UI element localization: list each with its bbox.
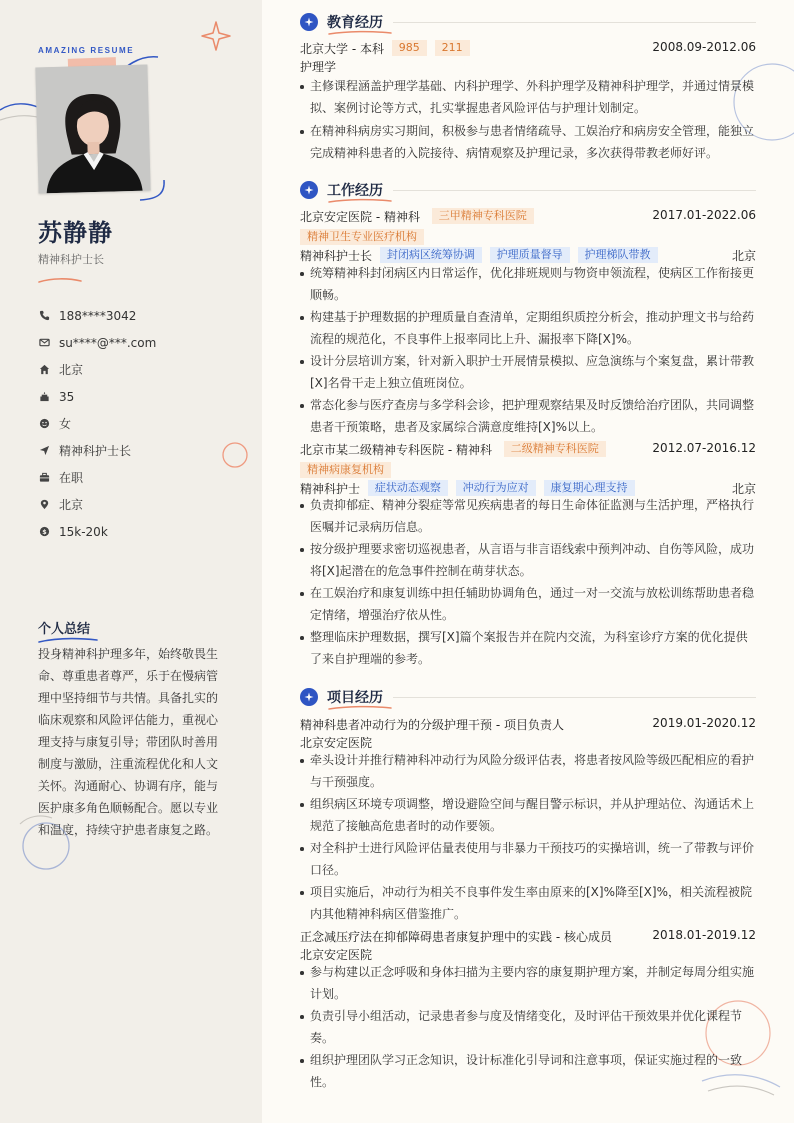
list-item: 在精神科病房实习期间，积极参与患者情绪疏导、工娱治疗和病房安全管理，能独立完成精神科患者的入院接待、病情观察及护理记录，多次获得带教老师好评。: [300, 121, 756, 164]
info-text: 精神科护士长: [59, 444, 132, 458]
job-org: 北京安定医院 - 精神科: [300, 210, 420, 224]
info-text: su****@***.com: [59, 335, 157, 350]
job-date: 2017.01-2022.06: [652, 208, 756, 222]
avatar: [35, 65, 150, 194]
location-pin-icon: [38, 499, 50, 511]
project-bullets: [300, 750, 756, 925]
send-icon: [38, 445, 50, 457]
info-text: 北京: [59, 498, 84, 512]
phone-icon: [38, 310, 50, 322]
info-text: 北京: [59, 363, 84, 377]
section-underline: [328, 705, 392, 711]
svg-text:$: $: [41, 527, 47, 536]
contact-info-list: [38, 302, 156, 545]
job-bullets: [300, 495, 756, 670]
list-item: 整理临床护理数据，撰写[X]篇个案报告并在院内交流，为科室诊疗方案的优化提供了来自护理端的参考。: [300, 627, 756, 670]
project-name: 正念减压疗法在抑郁障碍患者康复护理中的实践 - 核心成员: [300, 930, 612, 944]
project-bullets: [300, 962, 756, 1093]
section-rule: [393, 22, 756, 23]
project-date: 2018.01-2019.12: [652, 928, 756, 942]
skill-tag: 康复期心理支持: [544, 480, 635, 496]
decor-star-icon: [200, 20, 232, 52]
info-text: 188****3042: [59, 308, 137, 323]
list-item: 负责抑郁症、精神分裂症等常见疾病患者的每日生命体征监测与生活护理，严格执行医嘱并记录病历信息。: [300, 495, 756, 538]
list-item: 组织护理团队学习正念知识，设计标准化引导词和注意事项，保证实施过程的一致性。: [300, 1050, 756, 1093]
info-text: 15k-20k: [59, 524, 108, 539]
org-tag: 三甲精神专科医院: [432, 208, 534, 224]
education-header-row: [300, 40, 756, 58]
section-title: 项目经历: [327, 690, 383, 706]
list-item: 负责引导小组活动，记录患者参与度及情绪变化，及时评估干预效果并优化课程节奏。: [300, 1006, 756, 1049]
education-school: 北京大学 - 本科: [300, 42, 384, 56]
section-header-education: [300, 12, 756, 32]
job-header-row: [300, 208, 756, 226]
info-status: [38, 464, 156, 491]
info-text: 35: [59, 389, 75, 404]
list-item: 常态化参与医疗查房与多学科会诊，把护理观察结果及时反馈给治疗团队，共同调整患者干预策略，患者及家属综合满意度维持[X]%以上。: [300, 395, 756, 438]
education-date: 2008.09-2012.06: [652, 40, 756, 54]
home-icon: [38, 364, 50, 376]
section-underline: [328, 30, 392, 36]
job-city: 北京: [731, 482, 756, 496]
education-tag: 985: [392, 40, 427, 56]
skill-tag: 护理质量督导: [490, 247, 570, 263]
project-header-row: [300, 716, 756, 734]
info-location: [38, 491, 156, 518]
list-item: 在工娱治疗和康复训练中担任辅助协调角色，通过一对一交流与放松训练帮助患者稳定情绪，增强治疗依从性。: [300, 583, 756, 626]
list-item: 设计分层培训方案，针对新入职护士开展情景模拟、应急演练与个案复盘，累计带教[X]名骨干走上独立值班岗位。: [300, 351, 756, 394]
info-phone: [38, 302, 156, 329]
tagline: AMAZING RESUME: [38, 46, 135, 55]
summary-text: 投身精神科护理多年，始终敬畏生命、尊重患者尊严，乐于在慢病管理中坚持细节与共情。具备扎实的临床观察和风险评估能力，重视心理支持与康复引导；带团队时善用制度与激励，注重流程优化和人文关怀。沟通耐心、协调有序，能与医护康多角色顺畅配合。愿以专业和温度，持续守护患者康复之路。: [38, 647, 219, 837]
decor-circle-icon: [220, 440, 250, 470]
project-header-row: [300, 928, 756, 946]
section-title: 工作经历: [327, 183, 383, 199]
job-bullets: [300, 263, 756, 438]
job-org-tag-row: [300, 462, 756, 480]
portrait-icon: [35, 65, 150, 194]
salary-icon: [38, 526, 50, 538]
list-item: 项目实施后，冲动行为相关不良事件发生率由原来的[X]%降至[X]%，相关流程被院内其他精神科病区借鉴推广。: [300, 882, 756, 925]
sidebar: [0, 0, 262, 1123]
skill-tag: 症状动态观察: [368, 480, 448, 496]
section-rule: [393, 697, 756, 698]
info-age: [38, 383, 156, 410]
skill-tag: 封闭病区统筹协调: [380, 247, 482, 263]
cake-icon: [38, 391, 50, 403]
list-item: 主修课程涵盖护理学基础、内科护理学、外科护理学及精神科护理学，并通过情景模拟、案例讨论等方式，扎实掌握患者风险评估与护理计划制定。: [300, 76, 756, 119]
project-org: 北京安定医院: [300, 736, 373, 750]
job-header-row: [300, 441, 756, 459]
briefcase-icon: [38, 472, 50, 484]
section-title: 教育经历: [327, 15, 383, 31]
skill-tag: 冲动行为应对: [456, 480, 536, 496]
section-star-icon: [300, 13, 318, 31]
education-bullets: [300, 76, 756, 164]
list-item: 按分级护理要求密切巡视患者，从言语与非言语线索中预判冲动、自伤等风险，成功将[X]起潜在的危急事件控制在萌芽状态。: [300, 539, 756, 582]
job-date: 2012.07-2016.12: [652, 441, 756, 455]
list-item: 统筹精神科封闭病区内日常运作，优化排班规则与物资申领流程，使病区工作衔接更顺畅。: [300, 263, 756, 306]
info-text: 在职: [59, 471, 84, 485]
project-org: 北京安定医院: [300, 948, 373, 962]
role-underline: [38, 276, 82, 284]
gender-icon: [38, 418, 50, 430]
section-header-work: [300, 180, 756, 200]
candidate-role: 精神科护士长: [38, 253, 104, 266]
project-date: 2019.01-2020.12: [652, 716, 756, 730]
org-tag: 精神病康复机构: [300, 462, 391, 478]
list-item: 参与构建以正念呼吸和身体扫描为主要内容的康复期护理方案，并制定每周分组实施计划。: [300, 962, 756, 1005]
job-city: 北京: [731, 249, 756, 263]
summary-title: 个人总结: [38, 622, 91, 637]
candidate-name: 苏静静: [38, 219, 113, 247]
section-header-projects: [300, 687, 756, 707]
section-rule: [393, 190, 756, 191]
project-name: 精神科患者冲动行为的分级护理干预 - 项目负责人: [300, 718, 564, 732]
section-star-icon: [300, 181, 318, 199]
job-org-tag-row: [300, 229, 756, 247]
mail-icon: [38, 337, 50, 349]
info-text: 女: [59, 417, 72, 431]
list-item: 组织病区环境专项调整，增设避险空间与醒目警示标识，并从护理站位、沟通话术上规范了接触高危患者时的动作要领。: [300, 794, 756, 837]
job-position: 精神科护士: [300, 482, 361, 496]
section-star-icon: [300, 688, 318, 706]
education-tag: 211: [435, 40, 470, 56]
skill-tag: 护理梯队带教: [578, 247, 658, 263]
org-tag: 精神卫生专业医疗机构: [300, 229, 424, 245]
info-salary: [38, 518, 156, 545]
info-gender: [38, 410, 156, 437]
education-major: 护理学: [300, 60, 337, 74]
org-tag: 二级精神专科医院: [504, 441, 606, 457]
info-email: [38, 329, 156, 356]
job-org: 北京市某二级精神专科医院 - 精神科: [300, 443, 492, 457]
job-position: 精神科护士长: [300, 249, 373, 263]
list-item: 对全科护士进行风险评估量表使用与非暴力干预技巧的实操培训，统一了带教与评价口径。: [300, 838, 756, 881]
info-hometown: [38, 356, 156, 383]
section-underline: [328, 198, 392, 204]
list-item: 构建基于护理数据的护理质量自查清单，定期组织质控分析会，推动护理文书与给药流程的规范化，不良事件上报率同比上升、漏报率下降[X]%。: [300, 307, 756, 350]
info-position: [38, 437, 156, 464]
list-item: 牵头设计并推行精神科冲动行为风险分级评估表，将患者按风险等级匹配相应的看护与干预强度。: [300, 750, 756, 793]
